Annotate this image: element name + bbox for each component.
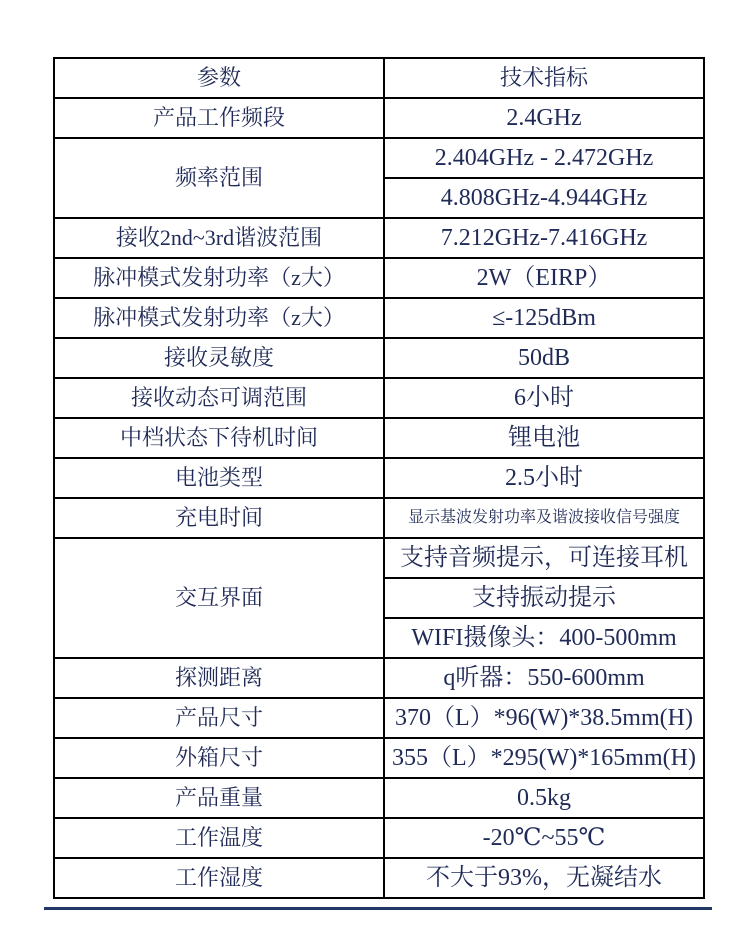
value-cell: 2W（EIRP） (384, 258, 704, 298)
bottom-accent-bar (44, 907, 712, 910)
table-row (54, 498, 704, 538)
param-cell: 产品工作频段 (54, 98, 384, 138)
spec-header-cell: 技术指标 (384, 58, 704, 98)
table-row (54, 218, 704, 258)
param-cell: 电池类型 (54, 458, 384, 498)
param-cell: 接收2nd~3rd谐波范围 (54, 218, 384, 258)
value-cell: 7.212GHz-7.416GHz (384, 218, 704, 258)
param-cell: 工作温度 (54, 818, 384, 858)
table-row (54, 258, 704, 298)
param-cell: 频率范围 (54, 138, 384, 218)
value-cell: 2.4GHz (384, 98, 704, 138)
table-row (54, 98, 704, 138)
value-cell: 4.808GHz-4.944GHz (384, 178, 704, 218)
param-cell: 探测距离 (54, 658, 384, 698)
table-row (54, 658, 704, 698)
param-cell: 接收动态可调范围 (54, 378, 384, 418)
spec-table (53, 57, 705, 899)
value-cell: 6小时 (384, 378, 704, 418)
value-cell: 2.5小时 (384, 458, 704, 498)
param-header-cell: 参数 (54, 58, 384, 98)
param-cell: 接收灵敏度 (54, 338, 384, 378)
value-cell: 支持音频提示，可连接耳机 (384, 538, 704, 578)
value-cell: 355（L）*295(W)*165mm(H) (384, 738, 704, 778)
value-cell: 支持振动提示 (384, 578, 704, 618)
table-row (54, 378, 704, 418)
table-row (54, 418, 704, 458)
table-row (54, 698, 704, 738)
param-cell: 外箱尺寸 (54, 738, 384, 778)
table-row (54, 738, 704, 778)
value-cell: 370（L）*96(W)*38.5mm(H) (384, 698, 704, 738)
table-row (54, 818, 704, 858)
param-cell: 产品重量 (54, 778, 384, 818)
value-cell: ≤-125dBm (384, 298, 704, 338)
table-row (54, 298, 704, 338)
value-cell: WIFI摄像头：400-500mm (384, 618, 704, 658)
value-cell: 锂电池 (384, 418, 704, 458)
table-header-row (54, 58, 704, 98)
value-cell: 2.404GHz - 2.472GHz (384, 138, 704, 178)
param-cell: 脉冲模式发射功率（z大） (54, 258, 384, 298)
table-row (54, 458, 704, 498)
param-cell: 交互界面 (54, 538, 384, 658)
param-cell: 工作湿度 (54, 858, 384, 898)
value-cell: -20℃~55℃ (384, 818, 704, 858)
param-cell: 中档状态下待机时间 (54, 418, 384, 458)
param-cell: 脉冲模式发射功率（z大） (54, 298, 384, 338)
table-row (54, 538, 704, 578)
param-cell: 产品尺寸 (54, 698, 384, 738)
value-cell: 50dB (384, 338, 704, 378)
table-row (54, 138, 704, 178)
table-row (54, 778, 704, 818)
value-cell: 0.5kg (384, 778, 704, 818)
param-cell: 充电时间 (54, 498, 384, 538)
value-cell: 不大于93%，无凝结水 (384, 858, 704, 898)
value-cell: 显示基波发射功率及谐波接收信号强度 (384, 498, 704, 538)
value-cell: q听器：550-600mm (384, 658, 704, 698)
table-row (54, 858, 704, 898)
table-row (54, 338, 704, 378)
